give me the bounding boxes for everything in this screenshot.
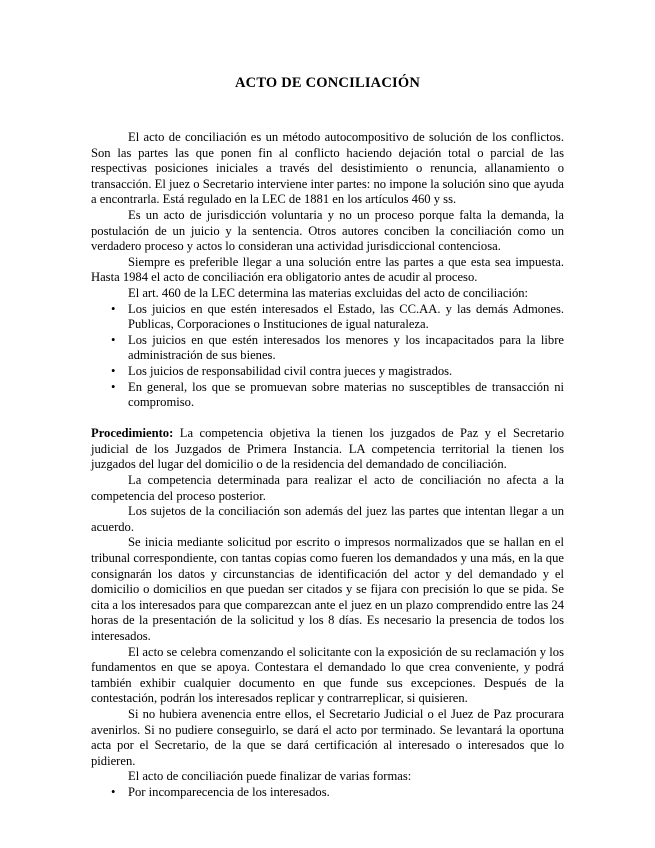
procedure-paragraph-3: Se inicia mediante solicitud por escrito o impresos normalizados que se hallan en el tribunal correspondiente, con tantas copias como fueren los demandados y una más, en la que consignarán los datos y circunstancias de identificación del actor y del demandado y el domicilio o domicilios en que puedan ser citados y se fijara con precisión lo que se pida. Se cita a los interesados para que comparezcan ante el juez en un plazo comprendido entre las 24 horas de la presentación de la solicitud y los 8 días. Es necesario la presencia de todos los interesados.	[91, 535, 564, 643]
bullet-icon: •	[111, 784, 116, 799]
list-item	[91, 785, 564, 801]
procedure-paragraph-4: El acto se celebra comenzando el solicitante con la exposición de su reclamación y los fundamentos en que se apoya. Contestara el demandado lo que crea conveniente, y podrá también exhibir cualquier documento en que funde sus excepciones. Después de la contestación, podrán los interesados replicar y contrarreplicar, si quisieren.	[91, 644, 564, 706]
procedure-paragraph-6: El acto de conciliación puede finalizar de varias formas:	[128, 769, 412, 784]
list-item	[91, 364, 564, 380]
document-page	[91, 74, 564, 801]
excluded-matters-list	[91, 302, 564, 411]
list-item-text: Los juicios en que estén interesados los menores y los incapacitados para la libre administración de sus bienes.	[128, 332, 564, 363]
procedure-lead-text: La competencia objetiva la tienen los juzgados de Paz y el Secretario judicial de los Juzgados de Primera Instancia. LA competencia territorial la tienen los juzgados del lugar del domicilio o de la residencia del demandado de conciliación.	[91, 426, 564, 472]
document-title: ACTO DE CONCILIACIÓN	[234, 75, 420, 91]
intro-paragraph-3: Siempre es preferible llegar a una solución entre las partes a que esta sea impuesta. Hasta 1984 el acto de conciliación era obligatorio antes de acudir al proceso.	[91, 254, 564, 285]
procedure-paragraph-5: Si no hubiera avenencia entre ellos, el Secretario Judicial o el Juez de Paz procurara avenirlos. Si no pudiere conseguirlo, se dará el acto por terminado. Se levantará la oportuna acta por el Secretario, de la que se dará certificación al interesado o interesados que lo pidieren.	[91, 706, 564, 768]
section-spacer	[91, 411, 564, 427]
procedure-paragraph	[91, 426, 564, 473]
procedure-heading: Procedimiento:	[91, 426, 174, 441]
list-item	[91, 380, 564, 411]
endings-list	[91, 785, 564, 801]
intro-paragraph-2: Es un acto de jurisdicción voluntaria y no un proceso porque falta la demanda, la postulación de un juicio y la sentencia. Otros autores conciben la conciliación como un verdadero proceso y actos lo consideran una actividad jurisdiccional contenciosa.	[91, 207, 564, 254]
procedure-paragraph-1: La competencia determinada para realizar el acto de conciliación no afecta a la competencia del proceso posterior.	[91, 473, 564, 503]
list-item-text: Los juicios de responsabilidad civil contra jueces y magistrados.	[128, 363, 453, 378]
intro-paragraph-4: El art. 460 de la LEC determina las materias excluidas del acto de conciliación:	[128, 285, 529, 300]
list-item-text: Por incomparecencia de los interesados.	[128, 784, 330, 799]
list-item-text: Los juicios en que estén interesados el Estado, las CC.AA. y las demás Admones. Publicas, Corporaciones o Instituciones de igual naturaleza.	[128, 301, 564, 332]
bullet-icon: •	[111, 363, 116, 378]
list-item	[91, 333, 564, 364]
bullet-icon: •	[111, 379, 116, 394]
list-item-text: En general, los que se promuevan sobre materias no susceptibles de transacción ni compromiso.	[128, 379, 564, 410]
bullet-icon: •	[111, 332, 116, 347]
procedure-paragraph-2: Los sujetos de la conciliación son además del juez las partes que intentan llegar a un acuerdo.	[91, 504, 564, 534]
intro-paragraph-1: El acto de conciliación es un método autocompositivo de solución de los conflictos. Son las partes las que ponen fin al conflicto haciendo dejación total o parcial de las respectivas posiciones iniciales a través del desistimiento o renuncia, allanamiento o transacción. El juez o Secretario interviene inter partes: no impone la solución sino que ayuda a encontrarla. Está regulado en la LEC de 1881 en los artículos 460 y ss.	[91, 130, 564, 207]
bullet-icon: •	[111, 301, 116, 316]
list-item	[91, 302, 564, 333]
